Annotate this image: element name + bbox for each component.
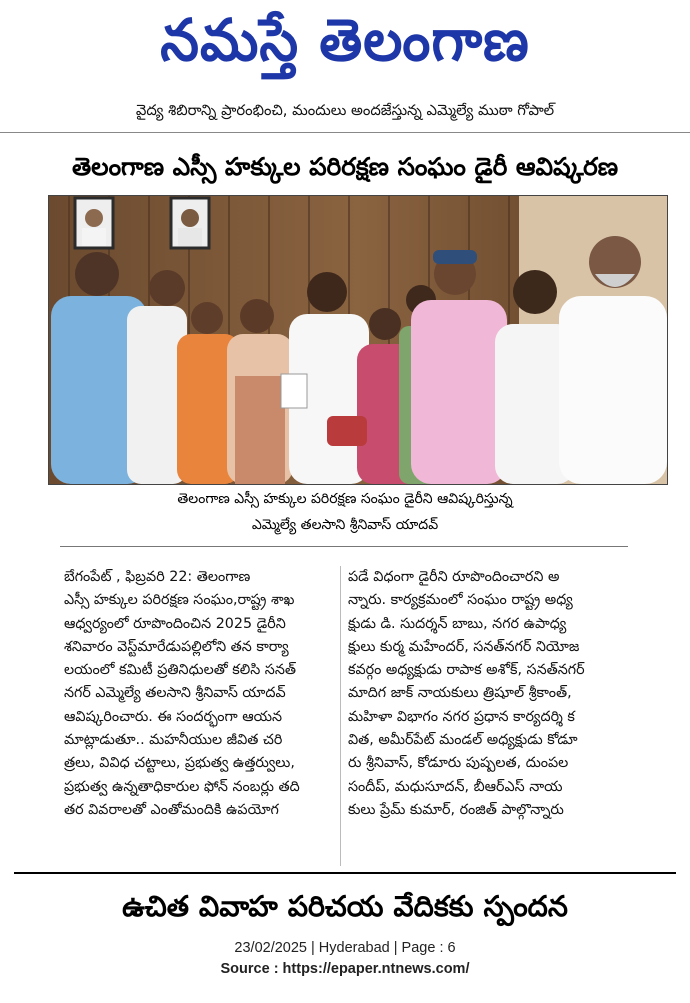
newspaper-masthead: నమస్తే తెలంగాణ <box>160 7 530 75</box>
article-column-right <box>348 566 648 822</box>
article-line: నగర్ ఎమ్మెల్యే తలసాని శ్రీనివాస్ యాదవ్ <box>64 685 286 702</box>
article-line: మాదిగ జాక్ నాయకులు త్రిషూల్ శ్రీకాంత్, <box>348 685 572 702</box>
article-line: ఆధ్వర్యంలో రూపొందించిన 2025 డైరీని <box>64 615 286 632</box>
article-line: శనివారం వెస్ట్‌మారేడుపల్లిలోని తన కార్యా <box>64 638 289 655</box>
article-photo <box>48 195 668 485</box>
page-footer <box>0 938 690 980</box>
caption-line-1: తెలంగాణ ఎస్సీ హక్కుల పరిరక్షణ సంఘం డైరీని ఆవిష్కరిస్తున్న <box>177 491 513 507</box>
edition-info: 23/02/2025 | Hyderabad | Page : 6 <box>234 940 456 956</box>
article-column-left <box>64 566 344 822</box>
article-line: ప్రభుత్వ ఉన్నతాధికారుల ఫోన్ నంబర్లు తది <box>64 778 300 795</box>
article-line: న్నారు. కార్యక్రమంలో సంఘం రాష్ట్ర అధ్య <box>348 592 573 609</box>
article-line: కవర్గం అధ్యక్షుడు రాపాక అశోక్, సనత్‌నగర్ <box>348 662 585 679</box>
caption-line-2: ఎమ్మెల్యే తలసాని శ్రీనివాస్ యాదవ్ <box>251 517 439 533</box>
article-line: బేగంపేట్ , ఫిబ్రవరి 22: తెలంగాణ <box>64 569 251 585</box>
article-line: సందీప్, మధుసూదన్, బీఆర్ఎస్ నాయ <box>348 778 563 795</box>
article-line: క్షుడు డి. సుదర్శన్ బాబు, నగర ఉపాధ్య <box>348 615 567 632</box>
article-line: మహిళా విభాగం నగర ప్రధాన కార్యదర్శి క <box>348 708 575 725</box>
article-line: ఎస్సీ హక్కుల పరిరక్షణ సంఘం,రాష్ట్ర శాఖ <box>64 592 295 609</box>
photo-caption <box>130 486 560 538</box>
source-link[interactable]: Source : https://epaper.ntnews.com/ <box>220 961 470 977</box>
article-line: పడే విధంగా డైరీని రూపొందించారని అ <box>348 569 560 585</box>
article-headline: తెలంగాణ ఎస్సీ హక్కుల పరిరక్షణ సంఘం డైరీ ఆవిష్కరణ <box>71 152 619 181</box>
top-article-headline: వైద్య శిబిరాన్ని ప్రారంభించి, మందులు అందజేస్తున్న ఎమ్మెల్యే ముఠా గోపాల్ <box>135 102 555 119</box>
article-line: విత, అమీర్‌పేట్ మండల్ అధ్యక్షుడు కోడూ <box>348 732 578 749</box>
caption-rule <box>60 546 628 547</box>
article-line: క్షులు కుర్మ మహేందర్, సనత్‌నగర్ నియోజ <box>348 638 580 655</box>
article-line: మాట్లాడుతూ.. మహనీయుల జీవిత చరి <box>64 732 283 749</box>
article-line: లయంలో కమిటీ ప్రతినిధులతో కలిసి సనత్ <box>64 662 296 679</box>
article-line: కులు ప్రేమ్ కుమార్, రంజిత్ పాల్గొన్నారు <box>348 801 564 818</box>
article-line: రు శ్రీనివాస్, కోడూరు పుష్పలత, దుంపల <box>348 755 569 772</box>
article-line: త్రలు, వివిధ చట్టాలు, ప్రభుత్వ ఉత్తర్వులు, <box>64 755 295 772</box>
article-line: ఆవిష్కరించారు. ఈ సందర్భంగా ఆయన <box>64 708 283 725</box>
section-divider <box>14 872 676 874</box>
column-divider <box>340 566 341 866</box>
bottom-article-headline: ఉచిత వివాహ పరిచయ వేదికకు స్పందన <box>122 889 568 923</box>
article-line: తర వివరాలతో ఎంతోమందికి ఉపయోగ <box>64 801 279 818</box>
divider-rule <box>0 132 690 133</box>
